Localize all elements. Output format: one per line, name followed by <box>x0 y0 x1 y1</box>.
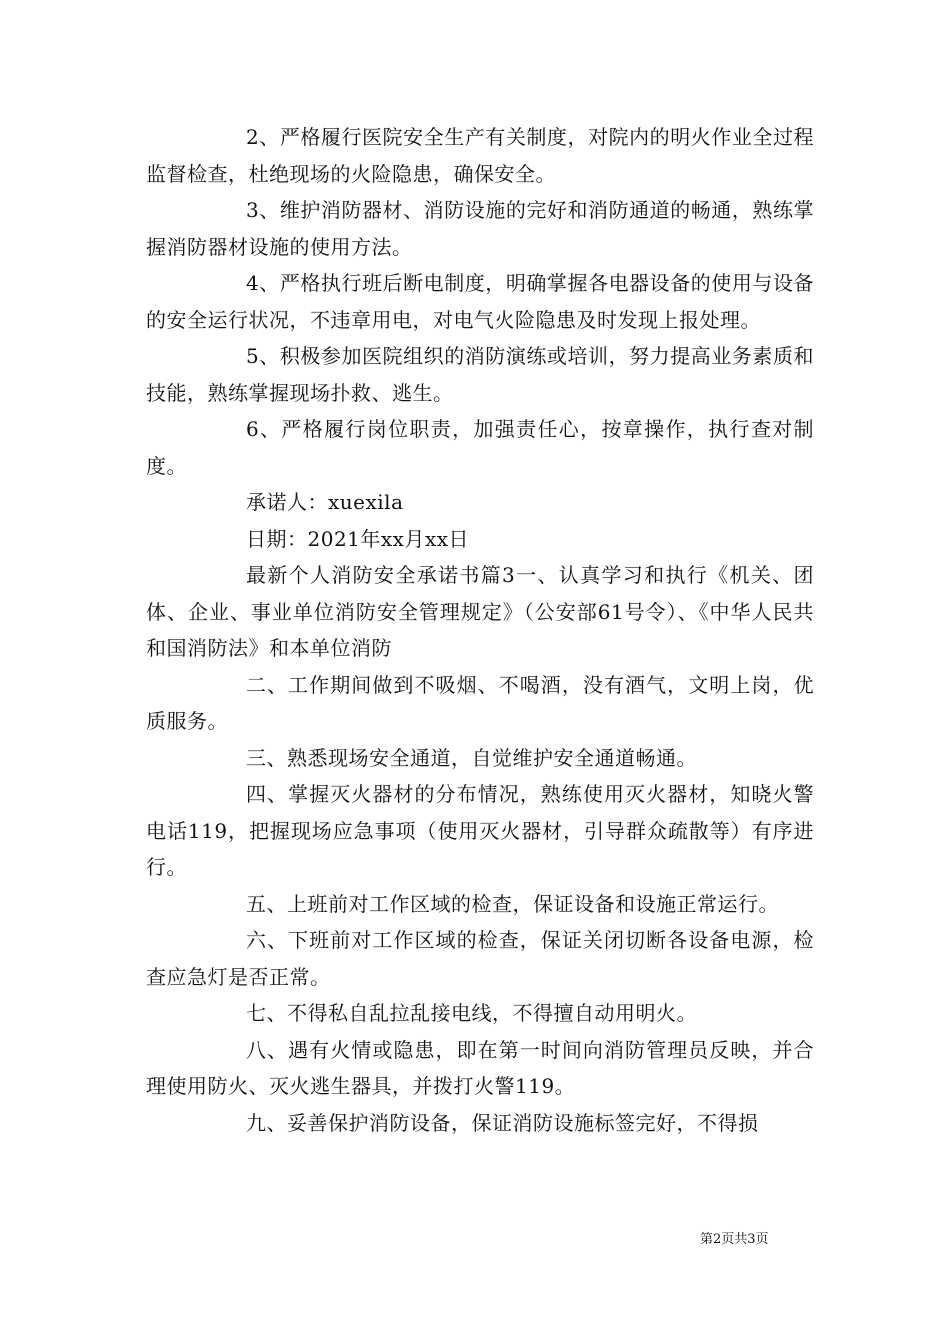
paragraph-item-4: 4、严格执行班后断电制度，明确掌握各电器设备的使用与设备的安全运行状况，不违章用电，对电气火险隐患及时发现上报处理。 <box>146 271 814 332</box>
paragraph-item-eight: 八、遇有火情或隐患，即在第一时间向消防管理员反映，并合理使用防火、灭火逃生器具，并拨打火警119。 <box>146 1037 814 1098</box>
date-line: 日期：2021年xx月xx日 <box>246 526 470 551</box>
paragraph-item-two: 二、工作期间做到不吸烟、不喝酒，没有酒气，文明上岗，优质服务。 <box>146 672 814 733</box>
paragraph-item-6: 6、严格履行岗位职责，加强责任心，按章操作，执行查对制度。 <box>146 417 814 478</box>
paragraph-item-four: 四、掌握灭火器材的分布情况，熟练使用灭火器材，知晓火警电话119，把握现场应急事项（使用灭火器材，引导群众疏散等）有序进行。 <box>146 782 814 879</box>
paragraph-item-3: 3、维护消防器材、消防设施的完好和消防通道的畅通，熟练掌握消防器材设施的使用方法。 <box>146 198 814 259</box>
paragraph-item-5: 5、积极参加医院组织的消防演练或培训，努力提高业务素质和技能，熟练掌握现场扑救、逃生。 <box>146 344 814 405</box>
paragraph-item-nine: 九、妥善保护消防设备，保证消防设施标签完好，不得损 <box>246 1110 759 1135</box>
section-3-heading-paragraph: 最新个人消防安全承诺书篇3一、认真学习和执行《机关、团体、企业、事业单位消防安全管理规定》（公安部61号令）、《中华人民共和国消防法》和本单位消防 <box>146 563 814 660</box>
paragraph-item-three: 三、熟悉现场安全通道，自觉维护安全通道畅通。 <box>246 745 697 770</box>
page-number-footer: 第2页共3页 <box>700 1232 769 1247</box>
promisor-line: 承诺人：xuexila <box>246 490 404 514</box>
paragraph-item-six: 六、下班前对工作区域的检查，保证关闭切断各设备电源，检查应急灯是否正常。 <box>146 928 814 989</box>
paragraph-item-seven: 七、不得私自乱拉乱接电线，不得擅自动用明火。 <box>246 1001 697 1025</box>
paragraph-item-2: 2、严格履行医院安全生产有关制度，对院内的明火作业全过程监督检查，杜绝现场的火险隐患，确保安全。 <box>146 125 814 186</box>
paragraph-item-five: 五、上班前对工作区域的检查，保证设备和设施正常运行。 <box>246 891 779 916</box>
document-body <box>146 119 814 1141</box>
